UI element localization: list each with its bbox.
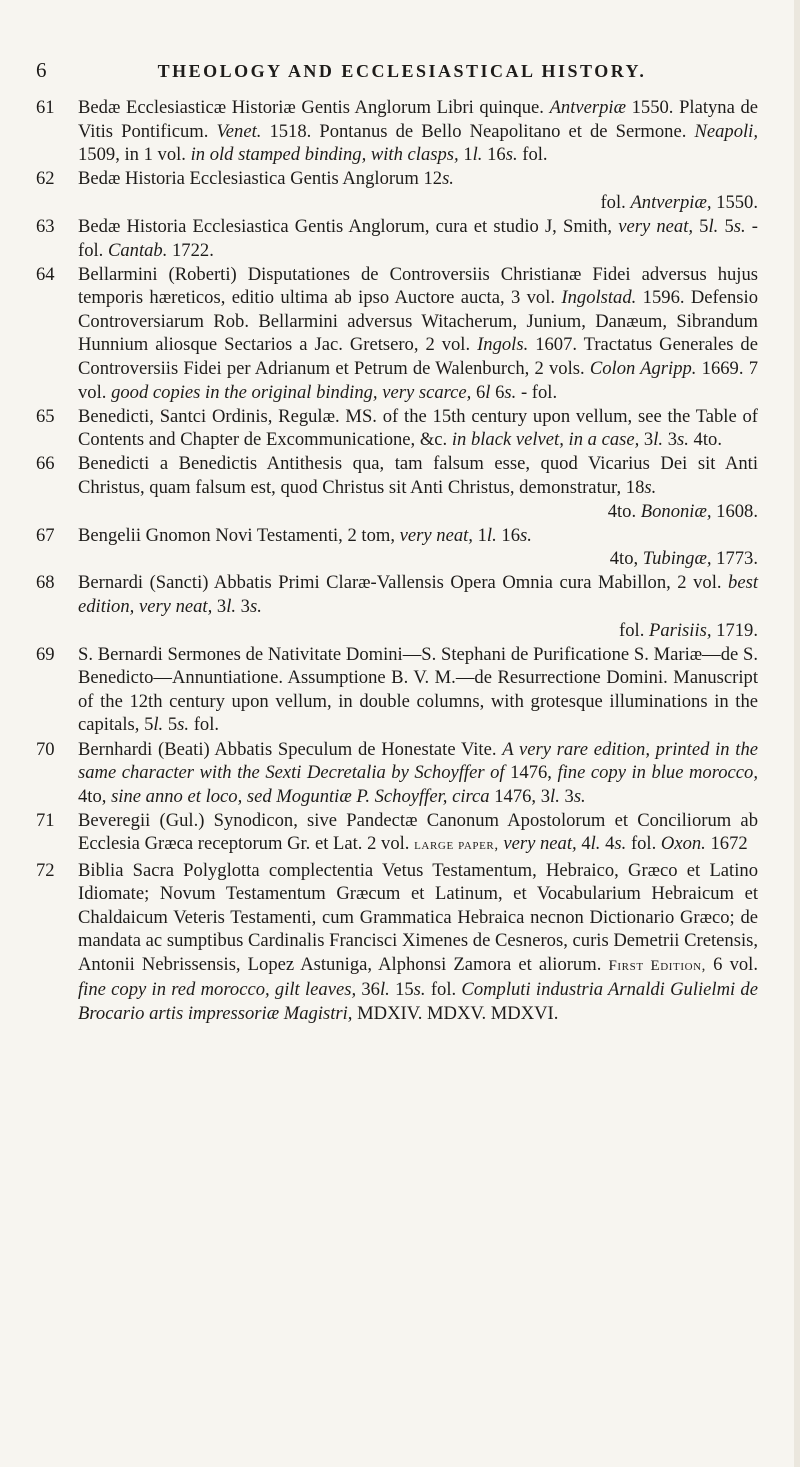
entry-text-segment: s. xyxy=(505,144,518,166)
catalogue-entry xyxy=(36,643,758,737)
entry-text-segment: 6 xyxy=(471,381,486,403)
catalogue-entry xyxy=(36,405,758,452)
entry-text-segment: 1722. xyxy=(167,239,214,261)
lot-number: 64 xyxy=(36,263,55,285)
entry-text-segment: s. xyxy=(520,524,532,546)
entry-text-segment: s. xyxy=(413,979,426,1001)
entry-text-segment: 16 xyxy=(482,144,506,166)
entry-text-segment: Cantab. xyxy=(107,239,168,261)
entry-text-segment: S. Bernardi Sermones de Nativitate Domini—S. Stephani de Purificatione S. Mariæ—de S. Benedicto—Annuntiatione. Assumptione B. V. M.—de Resurrectione Domini. Manuscript of the 12th century upon vellum, in double columns, with grotesque illuminations in the capitals, 5 xyxy=(78,643,758,736)
entry-text-segment: 3 xyxy=(559,785,574,807)
entry-text-segment: 1509, in 1 vol. xyxy=(78,144,191,166)
entry-text-segment: Benedicti a Benedictis Antithesis qua, tam falsum esse, quod Vicarius Dei sit Anti Christus, quam falsum est, quod Christus sit Anti Christus, demonstratur, 18 xyxy=(78,453,758,498)
entry-description xyxy=(78,524,758,548)
entry-text-segment: Biblia Sacra Polyglotta complectentia Vetus Testamentum, Hebraico, Græco et Latino Idiomate; Novum Testamentum Græcum et Latinum, et Vocabularium Hebraicum et Chaldaicum Veteris Testamenti, cum Grammatica Hebraica necnon Dictionario Græco; de mandata ac sumptibus Cardinalis Francisci Ximenes de Cesneros, curis Demetrii Cretensis, Antonii Nebrissensis, Lopez Astuniga, Alphonsi Zamora et aliorum. xyxy=(78,859,758,975)
lot-number: 70 xyxy=(36,738,55,760)
entry-text-segment: l. xyxy=(550,785,560,807)
page-edge-shadow xyxy=(794,0,800,1467)
entry-text-segment: 4to. xyxy=(688,429,722,451)
entry-text-segment: fine copy in red morocco, gilt leaves, xyxy=(78,979,357,1001)
entry-text-segment: l. xyxy=(379,979,390,1001)
entry-text-segment: Bengelii Gnomon Novi Testamenti, 2 tom, xyxy=(78,524,400,546)
entry-text-segment: l. xyxy=(653,429,664,451)
entry-text-segment: 1476, 3 xyxy=(489,785,551,807)
entry-text-segment: 1719. xyxy=(711,619,758,641)
page-header xyxy=(36,58,758,92)
entry-text-segment: Benedicti, Santci Ordinis, Regulæ. MS. of the 15th century upon vellum, see the Table of Contents and Chapter de Excommunicatione, &c. xyxy=(78,405,758,451)
entry-text-segment: 4 xyxy=(576,833,591,855)
entry-description xyxy=(78,215,758,262)
entry-text-segment: 5 xyxy=(163,714,178,736)
entry-text-segment: in old stamped binding, with clasps, xyxy=(190,144,459,166)
lot-number: 69 xyxy=(36,643,55,665)
entry-text-segment: 4to, xyxy=(609,548,643,570)
entry-text-segment: s. xyxy=(644,477,657,498)
entry-text-segment: fol. xyxy=(600,191,631,213)
entry-text-segment: 4to. xyxy=(607,500,641,522)
entry-description xyxy=(78,571,758,618)
entry-text-segment: 1607. Tractatus Generales de Controversiis Fidei per Adrianum et Petrum de Walenburch, 2 vols. xyxy=(78,334,758,380)
entry-text-segment: 1669. 7 vol. xyxy=(78,358,758,403)
entry-text-segment: 15 xyxy=(389,979,414,1001)
entry-text-segment: 5 xyxy=(718,215,734,237)
entry-text-segment: Parisiis, xyxy=(649,619,712,641)
entry-text-segment: 16 xyxy=(496,524,520,546)
entry-text-segment: l. xyxy=(708,215,719,237)
catalogue-entry xyxy=(36,215,758,262)
lot-number: 66 xyxy=(36,453,55,475)
entry-text-segment: in black velvet, in a case, xyxy=(451,429,640,451)
entry-text-segment: 6 xyxy=(490,381,505,403)
entry-text-segment: Venet. xyxy=(216,120,262,142)
entry-text-segment: very neat, xyxy=(503,833,577,855)
entry-text-segment: best edition, very neat, xyxy=(78,572,758,617)
entry-text-segment: s. xyxy=(614,833,627,855)
entry-text-segment: Ingolstad. xyxy=(561,287,637,309)
entry-text-segment: Bedæ Historia Ecclesiastica Gentis Anglorum, cura et studio J, Smith, xyxy=(78,215,619,237)
entry-text-segment: Ingols. xyxy=(477,334,529,356)
lot-number: 63 xyxy=(36,215,55,237)
entry-text-segment: 1 xyxy=(458,144,473,166)
lot-number: 71 xyxy=(36,809,55,831)
entry-format-imprint xyxy=(78,500,758,524)
page-number: 6 xyxy=(36,58,47,82)
entry-description xyxy=(78,452,758,499)
entry-text-segment: l xyxy=(485,381,491,403)
entry-description xyxy=(78,167,758,191)
lot-number: 68 xyxy=(36,572,55,594)
entry-text-segment: Neapoli, xyxy=(694,120,758,142)
entry-description xyxy=(78,643,758,737)
entry-text-segment: - fol. xyxy=(78,215,758,261)
entry-text-segment: 6 vol. xyxy=(706,953,758,975)
entry-text-segment: fol. xyxy=(425,979,462,1001)
entry-format-imprint xyxy=(78,547,758,571)
lot-number: 62 xyxy=(36,168,55,190)
entry-text-segment: MDXIV. MDXV. MDXVI. xyxy=(352,1003,559,1025)
entry-text-segment: l. xyxy=(153,714,164,736)
entry-text-segment: s. xyxy=(573,785,586,807)
catalogue-entry xyxy=(36,452,758,523)
entry-text-segment: Antverpiæ, xyxy=(630,191,712,213)
entry-description xyxy=(78,263,758,405)
entry-text-segment: fol. xyxy=(517,144,548,166)
entry-text-segment: l. xyxy=(486,524,497,546)
entry-text-segment: fol. xyxy=(619,619,649,641)
catalogue-entries xyxy=(36,96,758,1026)
catalogue-entry xyxy=(36,263,758,405)
entry-text-segment: Bellarmini (Roberti) Disputationes de Controversiis Christianæ Fidei adversus hujus temporis hæreticos, editio ultima ab ipso Auctore aucta, 3 vol. xyxy=(78,263,758,309)
entry-text-segment: 4 xyxy=(600,833,615,855)
entry-description xyxy=(78,738,758,809)
entry-text-segment: 1 xyxy=(472,524,487,546)
entry-text-segment: Antverpiæ xyxy=(549,97,626,118)
entry-text-segment: s. xyxy=(733,215,746,237)
lot-number: 72 xyxy=(36,859,55,881)
catalogue-entry xyxy=(36,809,758,858)
entry-text-segment: 1773. xyxy=(711,548,758,570)
entry-text-segment: s. xyxy=(249,595,262,617)
entry-text-segment: - fol. xyxy=(516,381,558,403)
entry-text-segment: Compluti industria Arnaldi Gulielmi de Brocario artis impressoriæ Magistri, xyxy=(78,979,758,1025)
entry-format-imprint xyxy=(78,619,758,643)
catalogue-entry xyxy=(36,96,758,167)
entry-description xyxy=(78,405,758,452)
entry-text-segment: First Edition, xyxy=(608,957,707,974)
entry-text-segment: l. xyxy=(590,833,601,855)
lot-number: 65 xyxy=(36,405,55,427)
entry-text-segment: 3 xyxy=(663,429,678,451)
entry-text-segment: Oxon. xyxy=(660,833,706,855)
entry-text-segment: sine anno et loco, sed Moguntiæ P. Schoyffer, circa xyxy=(111,785,490,807)
entry-description xyxy=(78,96,758,167)
entry-text-segment: fol. xyxy=(189,714,220,736)
entry-text-segment: large paper, xyxy=(414,837,499,854)
entry-text-segment: 3 xyxy=(236,595,250,617)
entry-text-segment: s. xyxy=(442,168,454,190)
catalogue-entry xyxy=(36,859,758,1026)
entry-text-segment: Colon Agripp. xyxy=(589,358,697,380)
entry-text-segment: Bononiæ, xyxy=(640,500,712,522)
entry-text-segment: 4to, xyxy=(78,785,112,807)
entry-text-segment: fol. xyxy=(626,833,661,855)
entry-description xyxy=(78,859,758,1026)
entry-text-segment: 3 xyxy=(212,595,227,617)
entry-text-segment: fine copy in blue morocco, xyxy=(557,762,758,784)
catalogue-entry xyxy=(36,571,758,642)
entry-text-segment: l. xyxy=(226,595,237,617)
entry-text-segment: 1596. Defensio Controversiarum Rob. Bellarmini adversus Witacherum, Junium, Danæum, Sibrandum Hunnium aliosque Sectarios a Jac. Gretsero, 2 vol. xyxy=(78,287,758,356)
entry-text-segment: Bernardi (Sancti) Abbatis Primi Claræ-Vallensis Opera Omnia cura Mabillon, 2 vol. xyxy=(78,572,729,594)
lot-number: 61 xyxy=(36,97,55,118)
entry-text-segment: 36 xyxy=(356,979,380,1001)
catalogue-entry xyxy=(36,524,758,571)
entry-text-segment: Bedæ Ecclesiasticæ Historiæ Gentis Anglorum Libri quinque. xyxy=(78,97,550,118)
entry-text-segment: s. xyxy=(677,429,689,451)
entry-format-imprint xyxy=(78,191,758,215)
entry-text-segment: 1518. Pontanus de Bello Neapolitano et de Sermone. xyxy=(261,120,695,142)
entry-text-segment: l. xyxy=(472,144,483,166)
entry-text-segment: very neat, xyxy=(399,524,473,546)
entry-text-segment: good copies in the original binding, very scarce, xyxy=(111,381,472,403)
entry-text-segment: 1476, xyxy=(504,762,558,784)
entry-text-segment: very neat, xyxy=(618,215,694,237)
entry-text-segment: Bedæ Historia Ecclesiastica Gentis Anglorum 12 xyxy=(78,168,443,190)
entry-text-segment: 5 xyxy=(693,215,709,237)
lot-number: 67 xyxy=(36,524,55,546)
entry-text-segment: 1672 xyxy=(705,833,748,855)
running-title: THEOLOGY AND ECCLESIASTICAL HISTORY. xyxy=(157,61,647,81)
entry-text-segment: 3 xyxy=(639,429,654,451)
catalogue-entry xyxy=(36,738,758,809)
entry-text-segment: s. xyxy=(177,714,190,736)
entry-text-segment: Tubingæ, xyxy=(642,548,712,570)
entry-text-segment: Beveregii (Gul.) Synodicon, sive Pandectæ Canonum Apostolorum et Conciliorum ab Ecclesia Græca receptorum Gr. et Lat. 2 vol. xyxy=(78,809,758,855)
entry-text-segment: 1550. xyxy=(711,191,758,213)
catalogue-entry xyxy=(36,167,758,214)
entry-text-segment: A very rare edition, printed in the same character with the Sexti Decretalia by Schoyffer of xyxy=(78,738,758,784)
entry-text-segment: 1550. Platyna de Vitis Pontificum. xyxy=(78,97,758,142)
entry-text-segment: 1608. xyxy=(711,500,758,522)
entry-text-segment: Bernhardi (Beati) Abbatis Speculum de Honestate Vite. xyxy=(78,738,503,760)
entry-text-segment: s. xyxy=(504,381,517,403)
entry-description xyxy=(78,809,758,858)
